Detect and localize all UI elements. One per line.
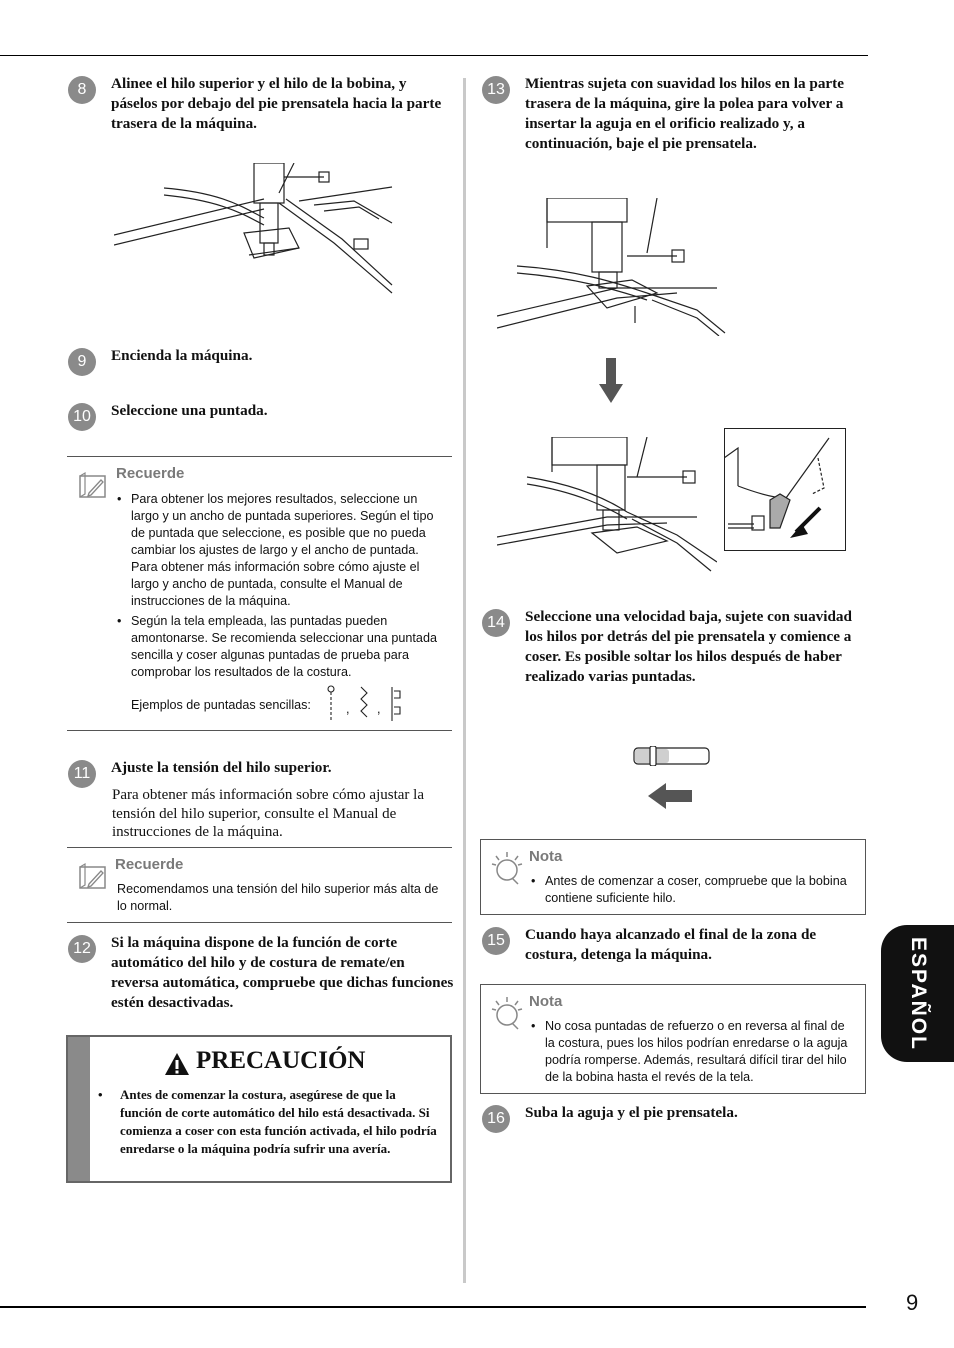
recuerde-title: Recuerde (116, 465, 185, 482)
step-text: Ajuste la tensión del hilo superior. (111, 759, 332, 776)
examples-label: Ejemplos de puntadas sencillas: (131, 698, 311, 712)
precaucion-box: PRECAUCIÓN • Antes de comenzar la costura, asegúrese de que la función de corte automático del hilo está desactivada. Si comienza a coser con esta función activada, el hilo podría enredarse o la máquina podría sufrir una avería. (66, 1035, 452, 1183)
list-item: • Antes de comenzar a coser, compruebe que la bobina contiene suficiente hilo. (531, 873, 855, 907)
step-text: Suba la aguja y el pie prensatela. (525, 1104, 738, 1121)
step-text: Si la máquina dispone de la función de corte automático del hilo y de costura de remate/en reversa automática, compruebe que dichas funciones estén desactivadas. (111, 934, 454, 1011)
simple-stitch-examples-icon (324, 685, 410, 723)
nota-list (531, 873, 855, 910)
speed-slider-icon (633, 746, 711, 766)
recuerde-box-1 (67, 456, 452, 731)
lightbulb-note-icon (491, 850, 523, 886)
step-text: Mientras sujeta con suavidad los hilos en la parte trasera de la máquina, gire la polea para volver a insertar la aguja en el orificio realizado y, a continuación, baje el pie prensatela. (525, 75, 844, 152)
step-11-body: Para obtener más información sobre cómo ajustar la tensión del hilo superior, consulte el Manual de instrucciones de la máquina. (112, 787, 424, 840)
down-arrow-icon (599, 358, 623, 404)
separator: , (346, 702, 350, 716)
left-arrow-icon (648, 783, 692, 809)
nota-list (531, 1018, 855, 1089)
step-number: 12 (68, 935, 96, 963)
needle-insert-illustration (497, 198, 727, 336)
step-text: Cuando haya alcanzado el final de la zona de costura, detenga la máquina. (525, 926, 817, 963)
recuerde-list (117, 491, 447, 684)
presser-foot-threads-illustration (114, 163, 394, 327)
presser-foot-lever-inset (724, 428, 846, 551)
presser-foot-lowered-illustration (497, 437, 717, 592)
step-number: 16 (482, 1105, 510, 1133)
warning-triangle-icon (164, 1052, 190, 1076)
step-number: 14 (482, 609, 510, 637)
step-number: 10 (68, 403, 96, 431)
precaucion-text: Antes de comenzar la costura, asegúrese de que la función de corte automático del hilo está desactivada. Si comienza a coser con esta función activada, el hilo podría enredarse o la máquina podría sufrir una avería. (120, 1087, 437, 1156)
nota-box-2 (480, 984, 866, 1094)
step-number: 11 (68, 760, 96, 788)
precaucion-title: PRECAUCIÓN (196, 1047, 366, 1074)
recuerde-box-2 (67, 847, 452, 923)
step-number: 9 (68, 348, 96, 376)
recuerde-text: Recomendamos una tensión del hilo superior más alta de lo normal. (117, 882, 439, 913)
step-number: 15 (482, 927, 510, 955)
bottom-rule (0, 1306, 866, 1308)
pencil-note-icon (77, 862, 109, 892)
step-text: Seleccione una puntada. (111, 402, 268, 419)
pencil-note-icon (77, 471, 109, 501)
nota-title: Nota (529, 993, 563, 1010)
step-text: Encienda la máquina. (111, 347, 253, 364)
list-item: • Según la tela empleada, las puntadas pueden amontonarse. Se recomienda seleccionar una puntada sencilla y coser algunas puntadas de prueba para comprobar los resultados de la costura. (117, 613, 447, 681)
column-divider (463, 78, 466, 1283)
recuerde-title: Recuerde (115, 856, 184, 873)
lightbulb-note-icon (491, 995, 523, 1031)
top-rule (0, 55, 868, 56)
page-number: 9 (906, 1290, 919, 1315)
step-text: Alinee el hilo superior y el hilo de la bobina, y páselos por debajo del pie prensatela hacia la parte trasera de la máquina. (111, 75, 442, 132)
step-number: 13 (482, 76, 510, 104)
language-tab: ESPAÑOL (881, 925, 954, 1062)
step-number: 8 (68, 76, 96, 104)
precaucion-sidebar (68, 1037, 90, 1181)
nota-box-1 (480, 839, 866, 915)
list-item: • Para obtener los mejores resultados, seleccione un largo y un ancho de puntada superiores. Según el tipo de puntada que seleccione, es posible que no pueda cambiar los ajustes de largo y el ancho de puntada. Para obtener más información sobre cómo ajuste el largo y ancho de puntada, consulte el Manual de instrucciones de la máquina. (117, 491, 447, 610)
separator: , (377, 702, 381, 716)
list-item: • No cosa puntadas de refuerzo o en reversa al final de la costura, pues los hilos podrían enredarse o la aguja podría romperse. Además, resultará difícil tirar del hilo de la bobina hasta el revés de la tela. (531, 1018, 855, 1086)
nota-title: Nota (529, 848, 563, 865)
step-text: Seleccione una velocidad baja, sujete con suavidad los hilos por detrás del pie prensatela y comience a coser. Es posible soltar los hilos después de haber realizado varias puntadas. (525, 608, 852, 685)
